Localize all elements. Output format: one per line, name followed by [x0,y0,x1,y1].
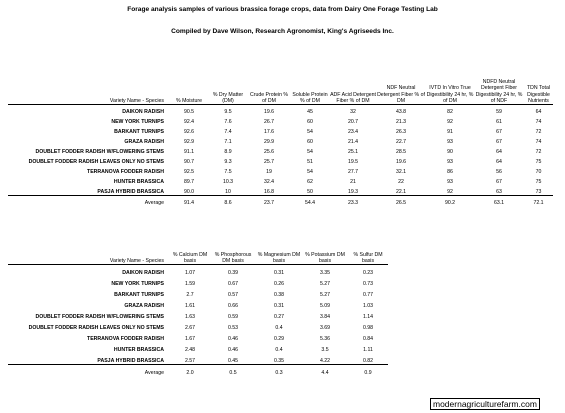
average-value-cell: 0.3 [256,365,302,377]
value-cell: 5.36 [319,335,331,342]
value-cell: 0.77 [362,291,374,298]
column-header: TDN Total Digestible Nutrients [524,50,553,105]
value-cell: 26.7 [263,118,275,125]
value-cell: 27.7 [347,168,359,175]
value-cell: 21.4 [347,138,359,145]
value-cell: 3.35 [319,269,331,276]
value-cell: 1.63 [184,313,196,320]
value-cell: 59 [496,108,502,115]
value-cell: 2.67 [184,324,196,331]
column-header: % Magnesium DM basis [256,236,302,265]
column-header: Variety Name - Species [8,50,170,105]
value-cell: 7.1 [224,138,232,145]
value-cell: 28.5 [395,148,407,155]
value-cell: 0.29 [273,335,285,342]
value-cell: 2.48 [184,346,196,353]
table-row [8,342,388,353]
value-cell: 0.57 [227,291,239,298]
value-cell: 72 [535,148,542,155]
document-subtitle: Compiled by Dave Wilson, Research Agronomist, King's Agriseeds Inc. [171,28,394,35]
value-cell: 92.9 [183,138,195,145]
average-value-cell: 23.3 [330,196,376,207]
value-cell: 1.11 [363,346,373,353]
average-value-cell: 0.9 [348,365,388,377]
value-cell: 23.4 [347,128,359,135]
value-cell: 19.5 [347,158,359,165]
table-row [8,185,553,196]
variety-name-cell: DOUBLET FODDER RADISH LEAVES ONLY NO STEMS [28,158,164,165]
variety-name-cell: DAIKON RADISH [122,269,164,276]
value-cell: 2.7 [186,291,194,298]
value-cell: 90.0 [183,188,195,195]
value-cell: 61 [496,118,502,125]
table-row [8,105,553,116]
average-value-cell: 72.1 [524,196,553,207]
table-row [8,135,553,145]
average-label: Average [8,196,170,207]
value-cell: 75 [535,178,542,185]
value-cell: 60 [307,138,313,145]
value-cell: 16.8 [263,188,275,195]
value-cell: 70 [535,168,542,175]
value-cell: 22.1 [395,188,407,195]
forage-analysis-table [8,50,553,206]
variety-name-cell: BARKANT TURNIPS [114,291,164,298]
value-cell: 0.82 [362,357,374,364]
value-cell: 1.59 [184,280,196,287]
value-cell: 32.4 [263,178,275,185]
value-cell: 25.7 [263,158,275,165]
value-cell: 0.31 [273,302,285,309]
average-value-cell: 90.2 [426,196,474,207]
table-row [8,165,553,175]
table-row [8,298,388,309]
value-cell: 50 [307,188,313,195]
table-row [8,331,388,342]
table-row [8,265,388,277]
column-header: % Moisture [170,50,208,105]
value-cell: 54 [307,168,313,175]
variety-name-cell: DOUBLET FODDER RADISH W/FLOWERING STEMS [35,313,164,320]
value-cell: 92 [447,118,453,125]
value-cell: 90 [447,148,453,155]
value-cell: 22.7 [395,138,407,145]
value-cell: 92.4 [183,118,195,125]
value-cell: 0.27 [273,313,285,320]
value-cell: 0.4 [275,324,283,331]
value-cell: 93 [447,158,453,165]
value-cell: 89.7 [183,178,195,185]
column-header: % Potassium DM basis [302,236,348,265]
table-header-row [8,236,388,265]
table-row [8,155,553,165]
variety-name-cell: HUNTER BRASSICA [113,178,164,185]
variety-name-cell: DOUBLET FODDER RADISH LEAVES ONLY NO STEMS [28,324,164,331]
value-cell: 25.6 [263,148,275,155]
value-cell: 8.9 [224,148,232,155]
value-cell: 63 [496,188,502,195]
average-value-cell: 8.6 [208,196,248,207]
column-header: % Sulfur DM basis [348,236,388,265]
average-row [8,196,553,207]
value-cell: 74 [535,138,542,145]
value-cell: 0.46 [227,346,239,353]
value-cell: 25.1 [347,148,359,155]
value-cell: 93 [447,178,453,185]
average-row [8,365,388,377]
column-header: NDF Neutral Detergent Fiber % of DM [376,50,426,105]
table-row [8,125,553,135]
value-cell: 0.53 [227,324,239,331]
value-cell: 91.1 [183,148,195,155]
value-cell: 72 [535,128,542,135]
value-cell: 64 [496,148,502,155]
value-cell: 10 [225,188,231,195]
value-cell: 45 [307,108,313,115]
value-cell: 82 [447,108,453,115]
value-cell: 0.26 [273,280,285,287]
average-value-cell: 54.4 [290,196,330,207]
value-cell: 9.3 [224,158,232,165]
value-cell: 0.67 [227,280,239,287]
value-cell: 0.39 [227,269,239,276]
column-header: % Calcium DM basis [170,236,210,265]
value-cell: 56 [496,168,502,175]
value-cell: 86 [447,168,453,175]
value-cell: 19.3 [347,188,359,195]
value-cell: 3.5 [321,346,329,353]
value-cell: 19.6 [263,108,275,115]
value-cell: 21.3 [395,118,407,125]
average-value-cell: 4.4 [302,365,348,377]
value-cell: 20.7 [347,118,359,125]
column-header: % Phosphorous DM basis [210,236,256,265]
column-header: ADF Acid Detergent Fiber % of DM [330,50,376,105]
value-cell: 93 [447,138,453,145]
value-cell: 21 [350,178,356,185]
average-value-cell: 23.7 [248,196,290,207]
value-cell: 73 [535,188,542,195]
value-cell: 19 [266,168,272,175]
value-cell: 0.35 [273,357,285,364]
value-cell: 51 [307,158,313,165]
value-cell: 0.4 [275,346,283,353]
value-cell: 0.59 [227,313,239,320]
average-value-cell: 0.5 [210,365,256,377]
value-cell: 1.61 [184,302,196,309]
value-cell: 0.98 [362,324,374,331]
variety-name-cell: DOUBLET FODDER RADISH W/FLOWERING STEMS [35,148,164,155]
value-cell: 1.07 [184,269,196,276]
value-cell: 92.6 [183,128,195,135]
value-cell: 26.3 [395,128,407,135]
average-label: Average [8,365,170,377]
average-value-cell: 2.0 [170,365,210,377]
value-cell: 7.6 [224,118,232,125]
value-cell: 54 [307,148,313,155]
value-cell: 67 [496,178,502,185]
variety-name-cell: GRAZA RADISH [124,138,164,145]
value-cell: 5.27 [319,280,331,287]
table-row [8,309,388,320]
column-header: Soluble Protein % of DM [290,50,330,105]
column-header: % Dry Matter (DM) [208,50,248,105]
variety-name-cell: NEW YORK TURNIPS [111,280,164,287]
value-cell: 3.84 [319,313,331,320]
column-header: Variety Name - Species [8,236,170,265]
column-header: Crude Protein % of DM [248,50,290,105]
variety-name-cell: HUNTER BRASSICA [113,346,164,353]
variety-name-cell: NEW YORK TURNIPS [111,118,164,125]
value-cell: 90.7 [183,158,195,165]
value-cell: 7.4 [224,128,232,135]
value-cell: 0.23 [362,269,374,276]
value-cell: 4.22 [319,357,331,364]
value-cell: 17.6 [263,128,275,135]
table-row [8,276,388,287]
variety-name-cell: DAIKON RADISH [122,108,164,115]
value-cell: 92 [447,188,453,195]
document-title: Forage analysis samples of various brassica forage crops, data from Dairy One Forage Testing Lab [127,6,438,13]
value-cell: 5.09 [319,302,331,309]
value-cell: 54 [307,128,313,135]
average-value-cell: 63.1 [474,196,524,207]
value-cell: 3.69 [319,324,331,331]
value-cell: 91 [447,128,453,135]
value-cell: 0.66 [227,302,239,309]
value-cell: 43.8 [395,108,407,115]
value-cell: 5.27 [319,291,331,298]
value-cell: 0.38 [273,291,285,298]
value-cell: 10.3 [222,178,234,185]
value-cell: 1.03 [362,302,374,309]
value-cell: 1.67 [184,335,196,342]
value-cell: 92.5 [183,168,195,175]
value-cell: 29.9 [263,138,275,145]
value-cell: 2.57 [184,357,196,364]
average-value-cell: 26.5 [376,196,426,207]
value-cell: 60 [307,118,313,125]
value-cell: 22 [398,178,404,185]
mineral-analysis-table [8,236,388,376]
variety-name-cell: GRAZA RADISH [124,302,164,309]
value-cell: 67 [496,128,502,135]
value-cell: 9.5 [224,108,232,115]
variety-name-cell: PASJA HYBRID BRASSICA [97,357,164,364]
column-header: IVTD In Vitro True Digestibility 24 hr, % of DM [426,50,474,105]
table-row [8,353,388,365]
column-header: NDFD Neutral Detergent Fiber Digestibility 24 hr, % of NDF [474,50,524,105]
table-row [8,115,553,125]
table-header-row [8,50,553,105]
table-row [8,287,388,298]
value-cell: 75 [535,158,542,165]
value-cell: 32.1 [395,168,407,175]
value-cell: 0.31 [273,269,285,276]
value-cell: 0.45 [227,357,239,364]
table-row [8,320,388,331]
variety-name-cell: TERRANOVA FODDER RADISH [87,168,164,175]
value-cell: 90.5 [183,108,195,115]
value-cell: 0.73 [362,280,374,287]
variety-name-cell: BARKANT TURNIPS [114,128,164,135]
table-row [8,145,553,155]
average-value-cell: 91.4 [170,196,208,207]
watermark-url: modernagriculturefarm.com [430,398,540,410]
value-cell: 67 [496,138,502,145]
value-cell: 62 [307,178,313,185]
value-cell: 0.46 [227,335,239,342]
value-cell: 0.84 [362,335,374,342]
value-cell: 74 [535,118,542,125]
value-cell: 7.5 [224,168,232,175]
value-cell: 64 [496,158,502,165]
variety-name-cell: TERRANOVA FODDER RADISH [87,335,164,342]
value-cell: 64 [535,108,542,115]
variety-name-cell: PASJA HYBRID BRASSICA [97,188,164,195]
value-cell: 19.6 [395,158,407,165]
value-cell: 32 [350,108,356,115]
table-row [8,175,553,185]
value-cell: 1.14 [362,313,374,320]
